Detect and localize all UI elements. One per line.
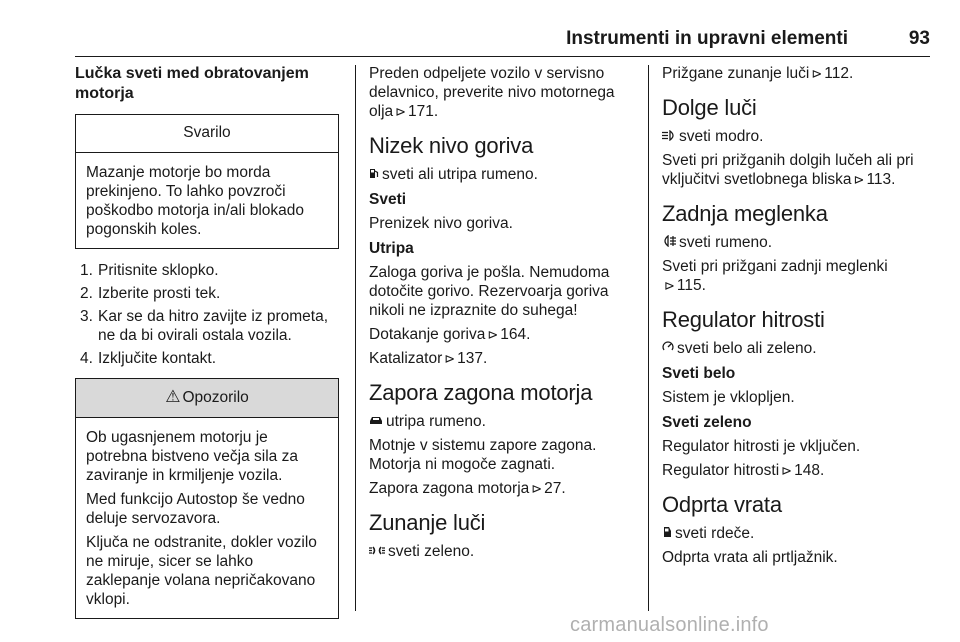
door-open-icon [662, 526, 672, 538]
warning-text: Med funkcijo Autostop še vedno deluje servozavora. [86, 491, 305, 527]
fuel-pump-icon [369, 167, 379, 179]
caution-title: Svarilo [76, 115, 338, 153]
page-number: 93 [908, 28, 930, 49]
column-3: Prižgane zunanje luči ⊳ 112. Dolge luči sveti modro. Sveti pri prižganih dolgih lučeh ali pri vključitvi svetlobnega bliska ⊳ 113. Zadnja meglenka sveti rumeno. Sveti pri prižgani zadnji meglenki ⊳ 115. Regulator hitrosti sveti belo ali zeleno. Sveti belo Sistem je vklopljen. Sveti zeleno Regulator hitrosti je vključen. Regulator hitrosti ⊳ 148. Odprta vrata sveti rdeče. Odprta vrata ali prtljažnik. [662, 64, 930, 572]
column-2: Preden odpeljete vozilo v servisno delavnico, preverite nivo motornega olja ⊳ 171. Nizek nivo goriva sveti ali utripa rumeno. Sveti Prenizek nivo goriva. Utripa Zaloga goriva je pošla. Nemudoma dotočite gorivo. Rezervoarja goriva nikoli ne izpraznite do suhega! Dotakanje goriva ⊳ 164. Katalizator ⊳ 137. Zapora zagona motorja utripa rumeno. Motnje v sistemu zapore zagona. Motorja ni mogoče zagnati. Zapora zagona motorja ⊳ 27. Zunanje luči sveti zeleno. [369, 64, 631, 566]
list-item: 4. Izključite kontakt. [80, 350, 217, 367]
section-heading-exterior-lights: Zunanje luči [369, 510, 486, 535]
warning-title: ⚠ Opozorilo [76, 379, 338, 418]
page-ref-arrow-icon: ⊳ [781, 463, 793, 478]
header-title: Instrumenti in upravni elementi [566, 28, 848, 49]
watermark: carmanualsonline.info [570, 614, 769, 636]
warning-text: Ob ugasnjenem motorju je potrebna bistveno večja sila za zaviranje in krmiljenje vozila. [86, 429, 298, 484]
warning-text: Ključa ne odstranite, dokler vozilo ne miruje, sicer se lahko zaklepanje volana nepričakovano vklopi. [86, 534, 317, 608]
section-heading-low-fuel: Nizek nivo goriva [369, 133, 534, 158]
column-divider [355, 65, 356, 611]
section-heading-door-open: Odprta vrata [662, 492, 782, 517]
high-beam-icon [662, 130, 676, 141]
page-ref-arrow-icon: ⊳ [487, 327, 499, 342]
cruise-control-icon [662, 341, 674, 353]
warning-box [75, 378, 339, 619]
section-heading-high-beam: Dolge luči [662, 95, 757, 120]
page-ref-arrow-icon: ⊳ [531, 481, 543, 496]
section-heading-cruise-control: Regulator hitrosti [662, 307, 825, 332]
rear-fog-light-icon [662, 235, 676, 247]
subheading-white: Sveti belo [662, 365, 736, 382]
subheading-lit: Sveti [369, 191, 407, 208]
page-ref-arrow-icon: ⊳ [395, 104, 407, 119]
header-rule [75, 56, 930, 57]
intro-text: Preden odpeljete vozilo v servisno delavnico, preverite nivo motornega olja ⊳ 171. [369, 65, 615, 120]
list-item: 2. Izberite prosti tek. [80, 285, 221, 302]
caution-text: Mazanje motorje bo morda prekinjeno. To lahko povzroči poškodbo motorja in/ali blokado pogonskih koles. [86, 164, 304, 238]
warning-triangle-icon: ⚠ [165, 387, 181, 406]
column-1 [75, 64, 339, 619]
page-header [75, 28, 930, 54]
section-heading-rear-fog: Zadnja meglenka [662, 201, 828, 226]
caution-box [75, 114, 339, 249]
section-heading-oil-light: Lučka sveti med obratovanjem motorja [75, 65, 309, 102]
section-heading-immobiliser: Zapora zagona motorja [369, 380, 593, 405]
page-ref-arrow-icon: ⊳ [853, 172, 865, 187]
subheading-flashing: Utripa [369, 240, 414, 257]
list-item: 1. Pritisnite sklopko. [80, 262, 219, 279]
car-key-icon [369, 415, 383, 426]
page-ref-arrow-icon: ⊳ [811, 66, 823, 81]
subheading-green: Sveti zeleno [662, 414, 752, 431]
page-ref-arrow-icon: ⊳ [444, 351, 456, 366]
page-ref-arrow-icon: ⊳ [664, 278, 675, 293]
column-divider [648, 65, 649, 611]
side-lights-icon [369, 545, 385, 556]
list-item: 3. Kar se da hitro zavijte iz prometa, ne da bi ovirali ostala vozila. [80, 308, 329, 344]
steps-list [75, 261, 339, 368]
